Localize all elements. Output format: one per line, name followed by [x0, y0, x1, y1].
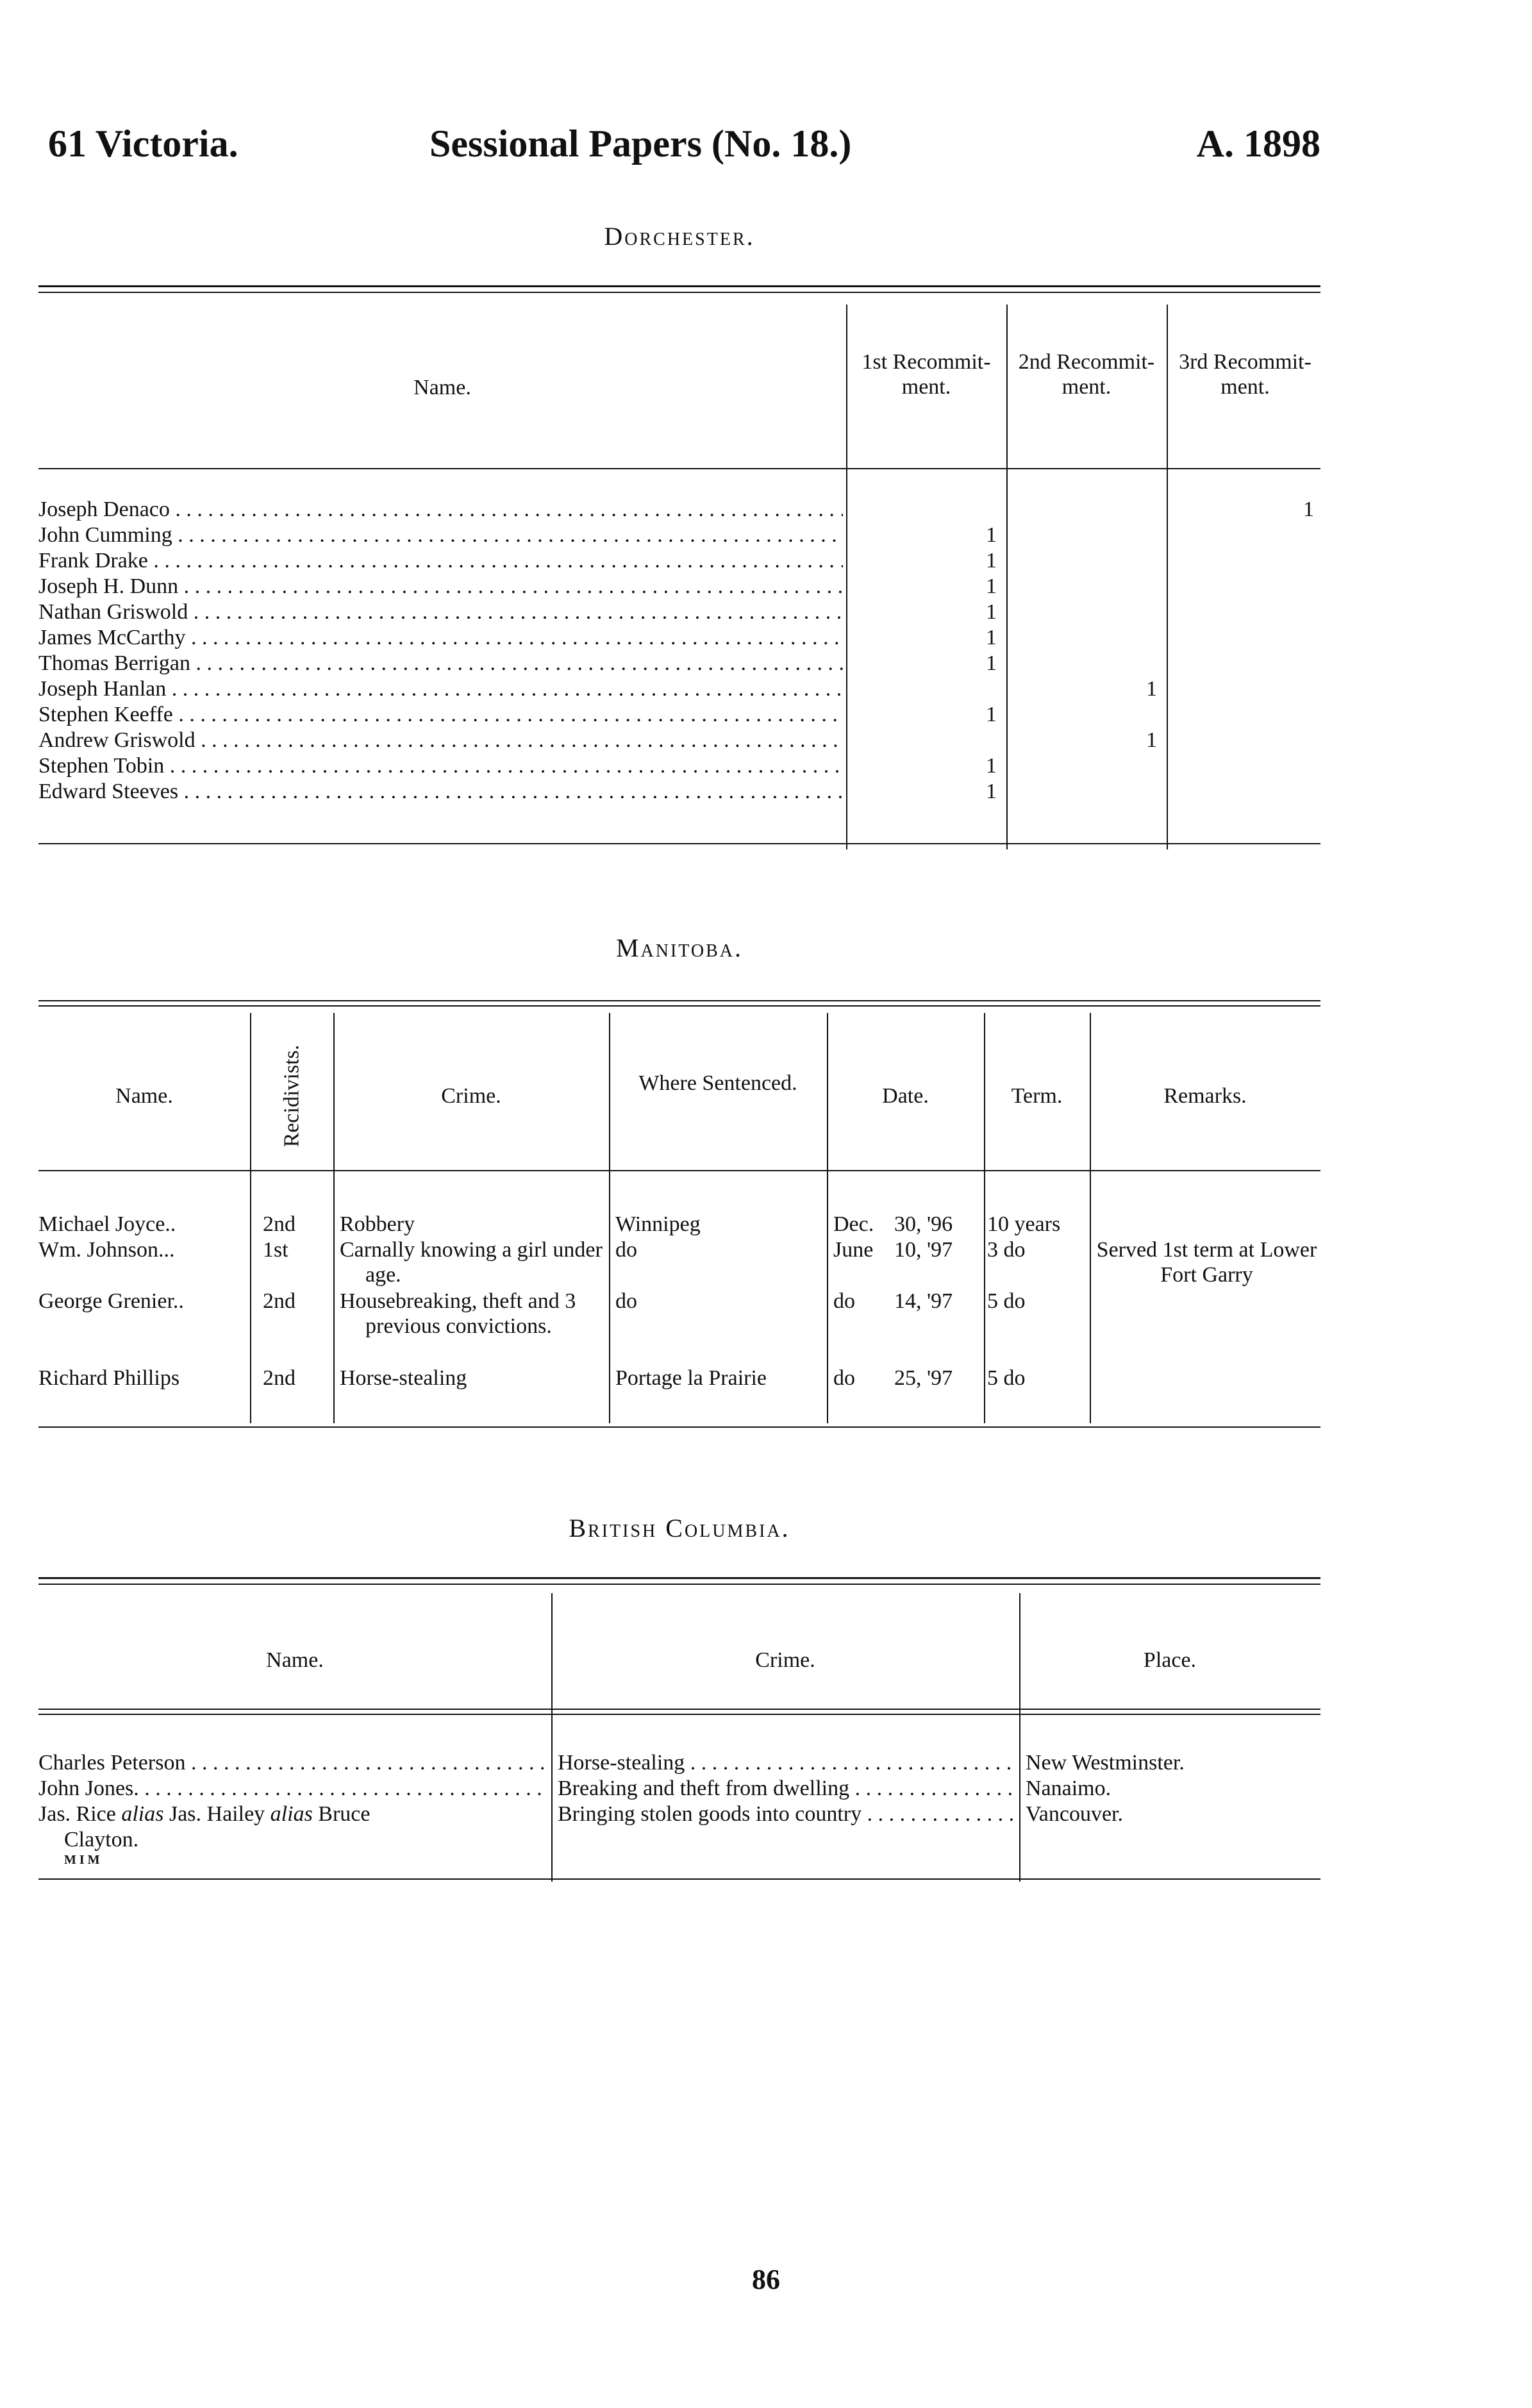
dorchester-row-c1: 1 [986, 523, 997, 547]
header-rule [38, 1714, 1320, 1715]
manitoba-row-date-month: do [833, 1289, 855, 1313]
col-header-date: Date. [882, 1084, 929, 1108]
bc-row-name: Jas. Rice alias Jas. Hailey alias Bruce [38, 1802, 371, 1826]
manitoba-row-date-day: 10, '97 [894, 1238, 953, 1262]
dorchester-row-c1: 1 [986, 651, 997, 675]
manitoba-row-where: do [615, 1238, 637, 1262]
dorchester-row-name: Nathan Griswold . . . [38, 599, 843, 624]
col-header-remarks: Remarks. [1163, 1084, 1247, 1108]
dorchester-row-c2: 1 [1146, 677, 1157, 701]
manitoba-row-date-day: 30, '96 [894, 1212, 953, 1236]
dorchester-row-c1: 1 [986, 574, 997, 598]
manitoba-row-where: Winnipeg [615, 1212, 701, 1236]
column-divider [250, 1013, 251, 1423]
section-title-british-columbia: British Columbia. [569, 1514, 790, 1543]
header-title: Sessional Papers (No. 18.) [429, 122, 852, 165]
header-rule [38, 1709, 1320, 1710]
manitoba-row-where: do [615, 1289, 637, 1313]
section-title-dorchester: Dorchester. [604, 222, 755, 251]
column-divider [1167, 305, 1168, 849]
dorchester-row-name: Frank Drake . . . [38, 548, 843, 573]
column-divider [551, 1593, 553, 1882]
header-year: A. 1898 [1196, 122, 1320, 165]
col-header-1st: 1st Recommit-ment. [862, 350, 991, 399]
column-divider [1019, 1593, 1020, 1882]
manitoba-row-date-day: 14, '97 [894, 1289, 953, 1313]
manitoba-row-name: Wm. Johnson... [38, 1238, 175, 1262]
header-rule [38, 468, 1320, 469]
table-bottom-rule [38, 843, 1320, 844]
header-session: 61 Victoria. [48, 122, 238, 165]
col-header-crime: Crime. [755, 1648, 815, 1672]
section-title-manitoba: Manitoba. [615, 933, 744, 962]
bc-row-name-cont: Clayton. [64, 1828, 139, 1852]
dorchester-row-c1: 1 [986, 549, 997, 573]
manitoba-row-crime: Housebreaking, theft and 3 previous convictions. [340, 1289, 576, 1339]
dorchester-row-name: Stephen Keeffe . . . [38, 702, 843, 727]
dorchester-row-name: Joseph H. Dunn . . . [38, 574, 843, 599]
dorchester-row-c1: 1 [986, 754, 997, 778]
dorchester-row-name: James McCarthy . . . [38, 625, 843, 650]
bc-row-name: Charles Peterson . . . [38, 1750, 548, 1775]
table-bottom-rule [38, 1426, 1320, 1428]
dorchester-row-c1: 1 [986, 626, 997, 649]
col-header-where: Where Sentenced. [638, 1071, 797, 1095]
bc-row-place: New Westminster. [1026, 1751, 1185, 1775]
manitoba-row-recidivist: 2nd [263, 1212, 296, 1236]
manitoba-table [38, 1000, 1320, 1430]
dorchester-row-name: Joseph Denaco . . . [38, 497, 843, 522]
manitoba-row-crime: Robbery [340, 1212, 415, 1236]
manitoba-row-term: 10 years [987, 1212, 1061, 1236]
dorchester-row-name: John Cumming . . . [38, 523, 843, 548]
bc-row-place: Vancouver. [1026, 1802, 1124, 1826]
col-header-3rd: 3rd Recommit-ment. [1179, 350, 1311, 399]
manitoba-row-recidivist: 2nd [263, 1366, 296, 1390]
manitoba-row-term: 5 do [987, 1289, 1026, 1313]
manitoba-row-where: Portage la Prairie [615, 1366, 767, 1390]
page-number: 86 [752, 2264, 780, 2295]
dorchester-row-name: Joseph Hanlan . . . [38, 676, 843, 701]
running-header [38, 122, 1320, 173]
dorchester-row-name: Thomas Berrigan . . . [38, 651, 843, 676]
dorchester-row-name: Edward Steeves . . . [38, 779, 843, 804]
bc-row-place: Nanaimo. [1026, 1777, 1112, 1800]
dorchester-row-c1: 1 [986, 703, 997, 726]
bc-row-name: John Jones. . . . [38, 1776, 548, 1801]
dorchester-row-c2: 1 [1146, 728, 1157, 752]
manitoba-row-recidivist: 2nd [263, 1289, 296, 1313]
header-rule [38, 1170, 1320, 1171]
dorchester-row-name: Andrew Griswold . . . [38, 728, 843, 753]
manitoba-row-remarks: Served 1st term at Lower Fort Garry [1096, 1238, 1317, 1287]
col-header-recidivists: Recidivists. [279, 1044, 304, 1148]
manitoba-row-name: Michael Joyce.. [38, 1212, 176, 1236]
dorchester-table [38, 285, 1320, 849]
column-divider [333, 1013, 335, 1423]
manitoba-row-date-month: do [833, 1366, 855, 1390]
bc-row-crime: Horse-stealing . . . [558, 1750, 1016, 1775]
bc-row-crime: Bringing stolen goods into country . . . [558, 1802, 1016, 1827]
dorchester-row-c1: 1 [986, 600, 997, 624]
manitoba-row-date-month: Dec. [833, 1212, 874, 1236]
printer-mark: M I M [64, 1853, 100, 1867]
table-rule [38, 1577, 1320, 1579]
manitoba-row-name: George Grenier.. [38, 1289, 184, 1313]
manitoba-row-date-day: 25, '97 [894, 1366, 953, 1390]
table-rule [38, 1584, 1320, 1585]
table-rule [38, 1005, 1320, 1007]
column-divider [827, 1013, 828, 1423]
dorchester-row-c3: 1 [1303, 497, 1314, 521]
column-divider [1090, 1013, 1091, 1423]
dorchester-row-c1: 1 [986, 780, 997, 803]
col-header-place: Place. [1143, 1648, 1197, 1672]
manitoba-row-name: Richard Phillips [38, 1366, 180, 1390]
col-header-name: Name. [266, 1648, 324, 1672]
bc-table [38, 1577, 1320, 1885]
manitoba-row-date-month: June [833, 1238, 874, 1262]
col-header-name: Name. [115, 1084, 173, 1108]
col-header-term: Term. [1011, 1084, 1063, 1108]
col-header-2nd: 2nd Recommit-ment. [1018, 350, 1155, 399]
column-divider [1006, 305, 1008, 849]
column-divider [984, 1013, 985, 1423]
manitoba-row-crime: Horse-stealing [340, 1366, 467, 1390]
col-header-crime: Crime. [441, 1084, 501, 1108]
column-divider [846, 305, 847, 849]
table-rule [38, 1000, 1320, 1001]
table-rule [38, 285, 1320, 287]
manitoba-row-recidivist: 1st [263, 1238, 288, 1262]
manitoba-row-crime: Carnally knowing a girl under age. [340, 1238, 603, 1287]
manitoba-row-term: 5 do [987, 1366, 1026, 1390]
manitoba-row-term: 3 do [987, 1238, 1026, 1262]
dorchester-row-name: Stephen Tobin . . . [38, 753, 843, 778]
bc-row-crime: Breaking and theft from dwelling . . . [558, 1776, 1016, 1801]
table-rule [38, 292, 1320, 293]
table-bottom-rule [38, 1878, 1320, 1880]
col-header-name: Name. [413, 376, 471, 399]
